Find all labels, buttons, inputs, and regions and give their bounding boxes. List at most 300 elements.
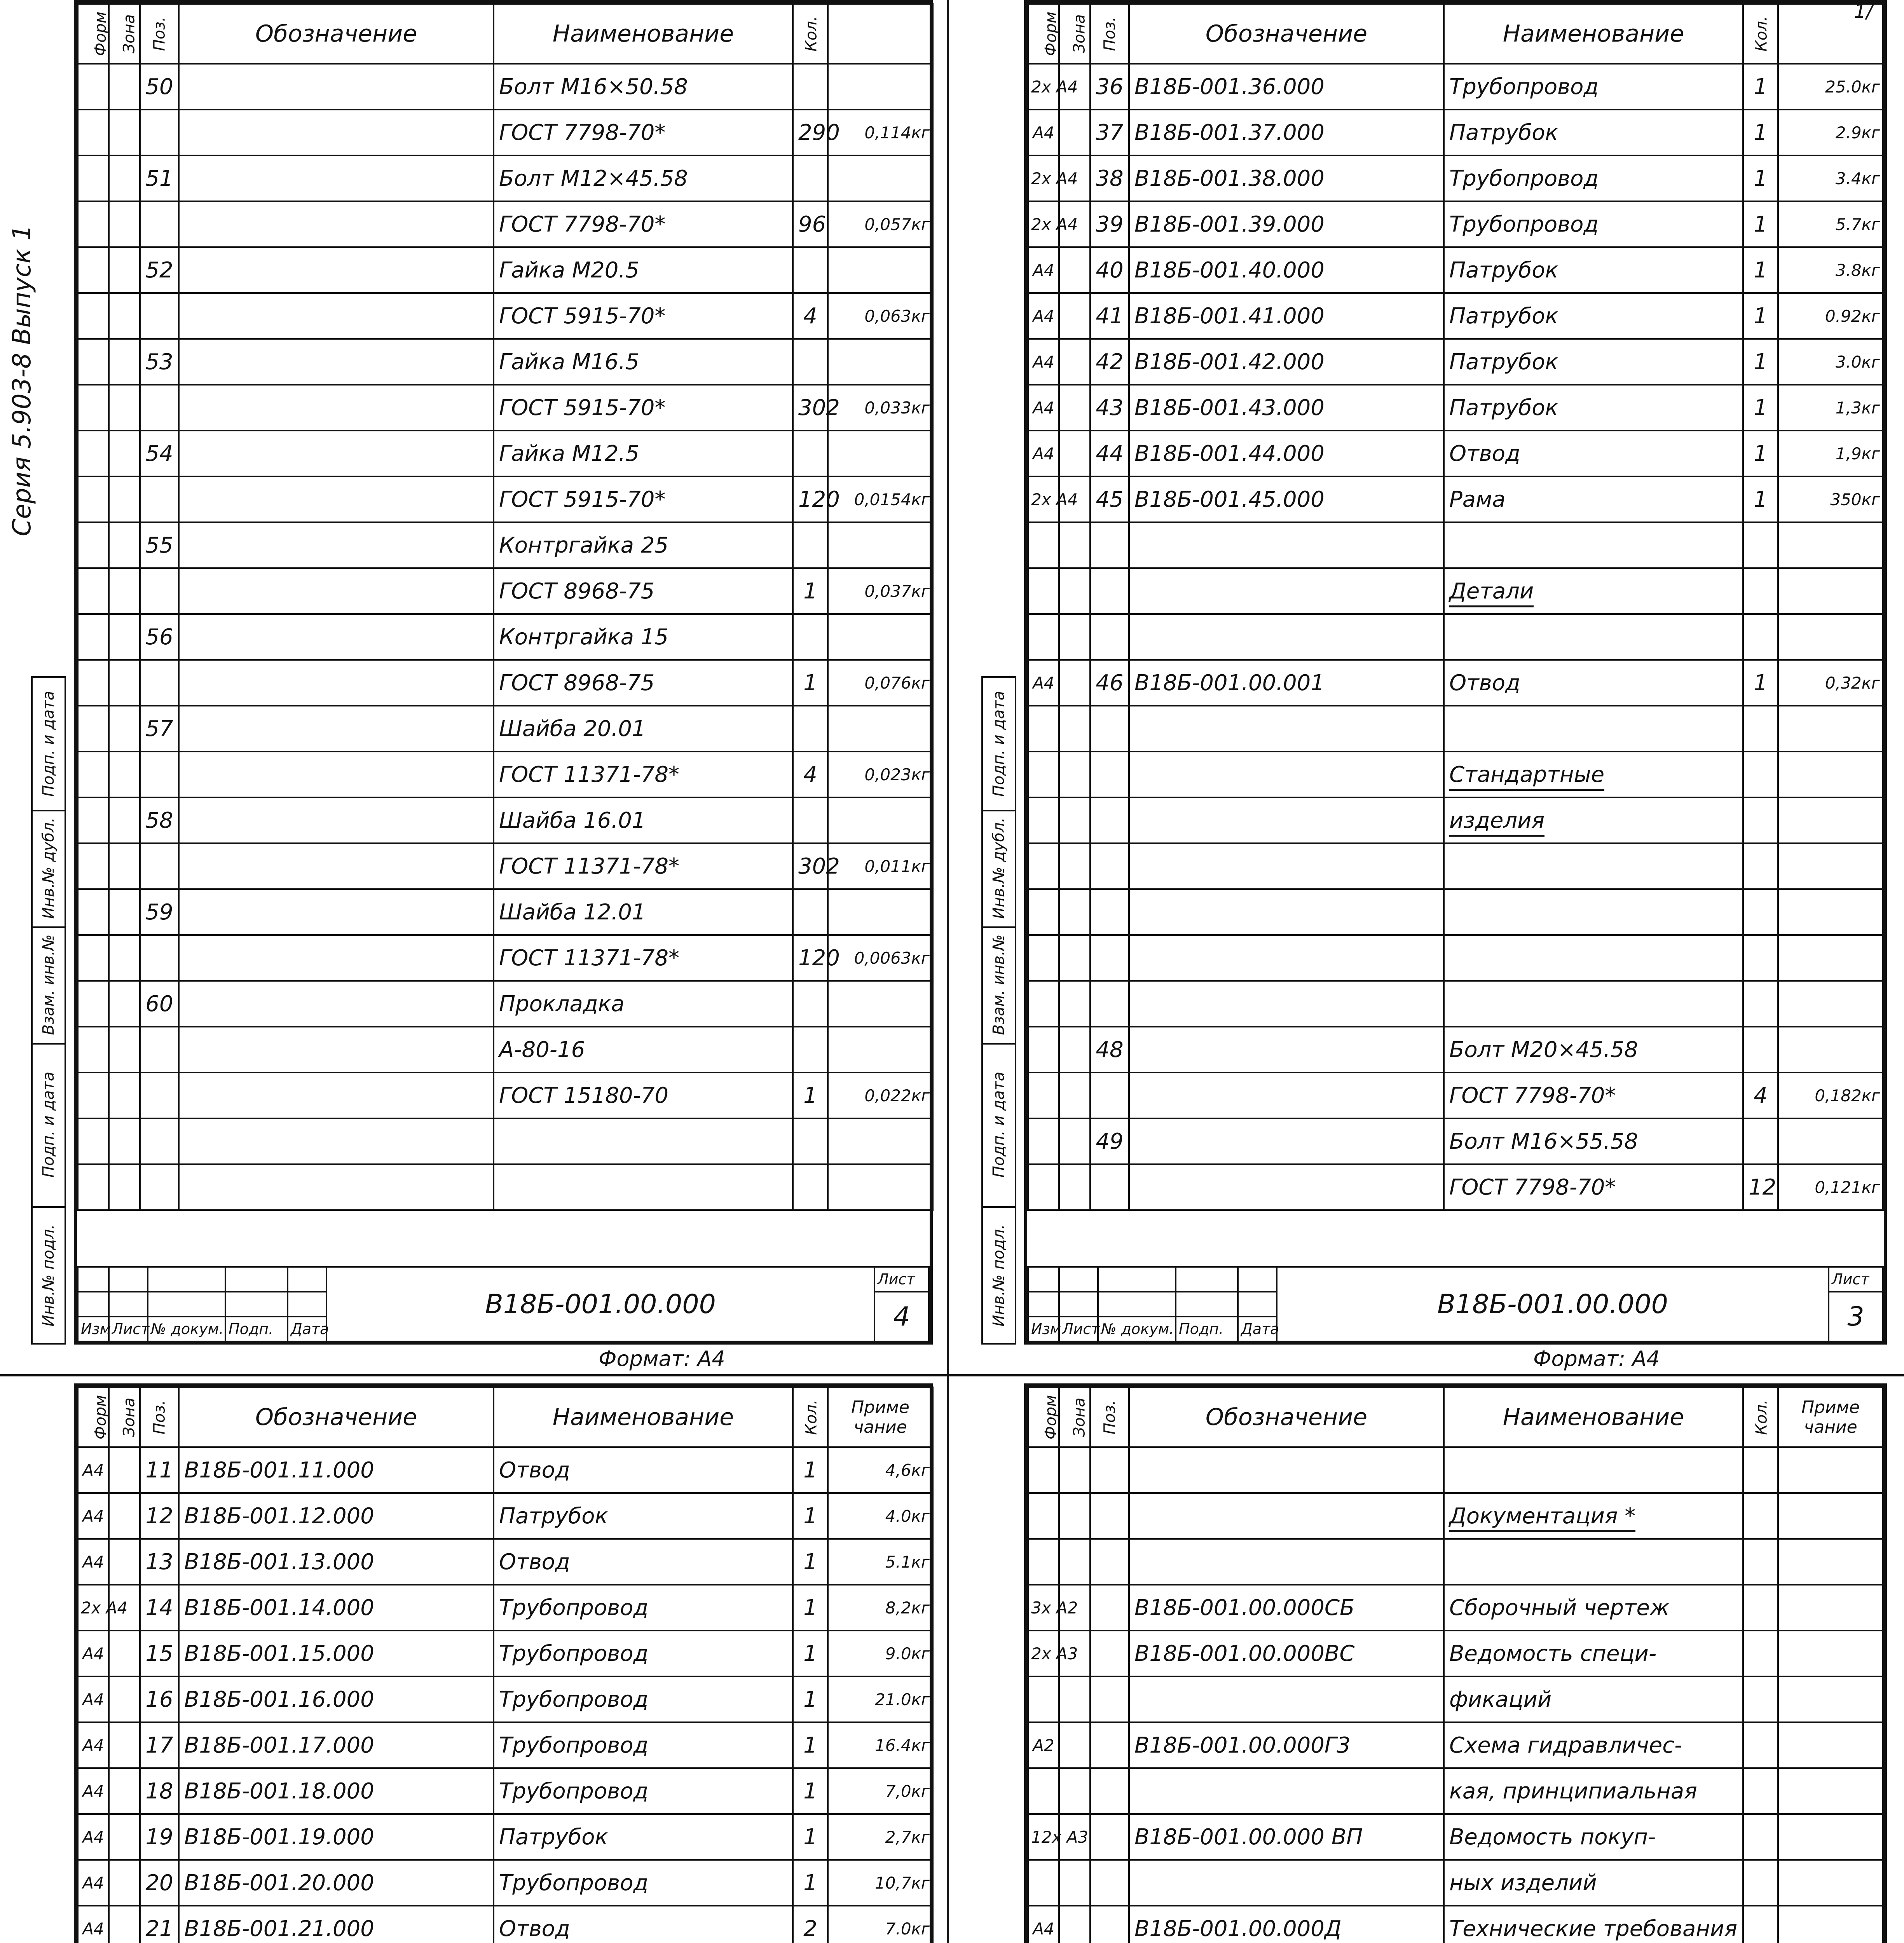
cell-qty: 1 [793,1722,828,1768]
cell-pos: 39 [1090,201,1129,247]
cell-designation: В18Б-001.42.000 [1129,339,1444,385]
cell-qty [1743,843,1778,889]
cell-designation: В18Б-001.20.000 [179,1860,494,1906]
cell-name: Патрубок [494,1814,793,1860]
cell-qty [1743,889,1778,935]
cell-format: А4 [1028,247,1059,293]
cell-format [78,1118,109,1164]
side-cell: Подп. и дата [983,678,1015,811]
cell-designation [179,110,494,155]
table-row [1028,1073,1883,1118]
table-row [1028,1027,1883,1073]
side-cell: Инв.№ дубл. [983,810,1015,928]
cell-pos [140,935,179,981]
table-row [78,385,933,431]
cell-zone [1059,706,1090,752]
cell-designation [1129,614,1444,660]
cell-note: 3.0кг [1778,339,1883,385]
cell-format: А4 [78,1768,109,1814]
frame [1024,0,1887,1345]
cell-name: Ведомость специ- [1444,1631,1743,1676]
cell-pos: 14 [140,1585,179,1631]
cell-pos: 55 [140,522,179,568]
cell-zone [1059,431,1090,476]
cell-format [78,706,109,752]
cell-name: Ведомость покуп- [1444,1814,1743,1860]
cell-qty: 290 [793,110,828,155]
cell-zone [109,339,140,385]
cell-name: Трубопровод [1444,64,1743,110]
cell-zone [109,110,140,155]
table-row [1028,1447,1883,1493]
cell-zone [109,889,140,935]
cell-format [1028,797,1059,843]
format-label: Формат: А4 [599,1346,725,1371]
cell-note [1778,889,1883,935]
cell-name: Шайба 16.01 [494,797,793,843]
cell-format [78,476,109,522]
cell-zone [1059,1073,1090,1118]
cell-pos [1090,1722,1129,1768]
cell-qty: 12 [1743,1164,1778,1210]
cell-name: Документация * [1444,1493,1743,1539]
cell-format: А4 [1028,431,1059,476]
cell-designation [179,935,494,981]
spec-table [1027,3,1884,1211]
cell-name: Отвод [1444,431,1743,476]
cell-designation [1129,752,1444,797]
table-row [1028,752,1883,797]
col-note: Приме чание [1778,1387,1883,1447]
cell-designation [1129,935,1444,981]
cell-qty: 1 [1743,660,1778,706]
spec-table [1027,1387,1884,1943]
cell-note: 3.8кг [1778,247,1883,293]
cell-format [78,110,109,155]
col-zone: Зона [109,4,140,64]
table-row [78,1585,933,1631]
cell-zone [1059,935,1090,981]
cell-pos: 58 [140,797,179,843]
col-format: Форм [78,4,109,64]
cell-format [78,568,109,614]
cell-qty: 1 [1743,64,1778,110]
table-row [78,889,933,935]
cell-name: Стандартные [1444,752,1743,797]
cell-pos [1090,522,1129,568]
cell-name: ГОСТ 8968-75 [494,568,793,614]
cell-note: 7,0кг [828,1768,933,1814]
cell-qty [793,247,828,293]
cell-qty [793,614,828,660]
cell-name: Трубопровод [494,1585,793,1631]
cell-designation [179,64,494,110]
cell-name: Технические требования [1444,1906,1743,1943]
cell-name: Трубопровод [494,1860,793,1906]
cell-note [828,614,933,660]
cell-zone [109,1073,140,1118]
cell-designation [1129,889,1444,935]
cell-designation: В18Б-001.43.000 [1129,385,1444,431]
table-row [1028,1906,1883,1943]
cell-note: 0,037кг [828,568,933,614]
cell-zone [1059,293,1090,339]
table-row [78,1814,933,1860]
side-cell: Инв.№ подл. [990,1224,1008,1327]
cell-format [78,155,109,201]
cell-pos [140,201,179,247]
col-designation: Обозначение [1129,1387,1444,1447]
cell-designation [1129,1164,1444,1210]
table-row [1028,614,1883,660]
table-row [78,1860,933,1906]
cell-pos [1090,1493,1129,1539]
side-cell: Инв.№ дубл. [33,810,65,928]
col-format: Форм [78,1387,109,1447]
table-row [78,706,933,752]
cell-zone [1059,889,1090,935]
cell-format [1028,1768,1059,1814]
cell-note: 16.4кг [828,1722,933,1768]
cell-designation: В18Б-001.00.001 [1129,660,1444,706]
series-label: Серия 5.903-8 Выпуск 1 [8,225,37,536]
cell-zone [1059,1860,1090,1906]
cell-zone [1059,339,1090,385]
cell-zone [109,1814,140,1860]
table-row [78,1676,933,1722]
cell-note [1778,935,1883,981]
col-pos: Поз. [140,4,179,64]
cell-qty: 1 [1743,385,1778,431]
table-row [78,568,933,614]
cell-designation: В18Б-001.12.000 [179,1493,494,1539]
table-row [78,1631,933,1676]
cell-note: 0,022кг [828,1073,933,1118]
cell-designation [179,155,494,201]
cell-note: 0,023кг [828,752,933,797]
cell-format [1028,1676,1059,1722]
cell-name: Сборочный чертеж [1444,1585,1743,1631]
table-row [1028,476,1883,522]
cell-note [1778,1768,1883,1814]
cell-pos [1090,797,1129,843]
cell-name: ГОСТ 5915-70* [494,385,793,431]
table-row [78,843,933,889]
cell-format: А4 [78,1631,109,1676]
cell-designation: В18Б-001.40.000 [1129,247,1444,293]
cell-name: Схема гидравличес- [1444,1722,1743,1768]
cell-format [1028,1073,1059,1118]
table-row [1028,889,1883,935]
cell-qty: 2 [793,1906,828,1943]
cell-format [1028,614,1059,660]
table-row [1028,1118,1883,1164]
cell-designation [1129,1860,1444,1906]
cell-pos: 18 [140,1768,179,1814]
cell-qty: 1 [793,1814,828,1860]
cell-pos: 54 [140,431,179,476]
cell-designation [1129,797,1444,843]
cell-name: Шайба 12.01 [494,889,793,935]
cell-qty: 1 [793,1676,828,1722]
cell-pos: 52 [140,247,179,293]
cell-qty [1743,706,1778,752]
cell-format: А4 [78,1814,109,1860]
sheet-label: Лист [1829,1267,1883,1292]
cell-zone [109,1676,140,1722]
table-row [1028,1631,1883,1676]
cell-qty [1743,1814,1778,1860]
cell-pos: 60 [140,981,179,1027]
cell-zone [1059,660,1090,706]
cell-zone [109,293,140,339]
cell-format [78,247,109,293]
cell-name: Болт М20×45.58 [1444,1027,1743,1073]
table-row [1028,660,1883,706]
cell-designation [179,1164,494,1210]
table-row [1028,797,1883,843]
table-row [1028,1814,1883,1860]
table-row [78,1027,933,1073]
cell-format [78,522,109,568]
cell-zone [109,476,140,522]
cell-name: ГОСТ 11371-78* [494,935,793,981]
cell-format [78,1073,109,1118]
cell-designation [179,1073,494,1118]
cell-designation [179,293,494,339]
cell-qty [793,706,828,752]
cell-pos [1090,706,1129,752]
cell-qty [1743,797,1778,843]
table-row [78,110,933,155]
cell-name: Патрубок [1444,339,1743,385]
table-row [1028,981,1883,1027]
cell-name: ГОСТ 7798-70* [1444,1073,1743,1118]
cell-designation [1129,843,1444,889]
side-stamp [950,1383,1018,1943]
cell-designation: В18Б-001.19.000 [179,1814,494,1860]
format-label: Формат: А4 [1533,1346,1660,1371]
cell-note: 2.9кг [1778,110,1883,155]
cell-name: Гайка М20.5 [494,247,793,293]
cell-name: ГОСТ 7798-70* [494,110,793,155]
cell-designation [179,1027,494,1073]
cell-zone [1059,1676,1090,1722]
cell-qty [793,431,828,476]
cell-format: А4 [78,1676,109,1722]
cell-designation [1129,1768,1444,1814]
table-row [1028,247,1883,293]
cell-zone [109,247,140,293]
cell-pos: 48 [1090,1027,1129,1073]
cell-note [1778,752,1883,797]
cell-designation: В18Б-001.45.000 [1129,476,1444,522]
sheet-label: Лист [874,1267,929,1292]
cell-format [1028,1164,1059,1210]
cell-name: Патрубок [1444,247,1743,293]
cell-designation [179,843,494,889]
cell-qty: 1 [1743,339,1778,385]
cell-note [1778,568,1883,614]
cell-pos: 53 [140,339,179,385]
cell-pos [140,1118,179,1164]
col-designation: Обозначение [179,4,494,64]
cell-pos [1090,843,1129,889]
cell-note [1778,1676,1883,1722]
table-row [1028,1722,1883,1768]
cell-qty [1743,1631,1778,1676]
cell-zone [1059,752,1090,797]
cell-format [1028,752,1059,797]
cell-note [1778,1585,1883,1631]
cell-pos: 41 [1090,293,1129,339]
table-row [78,1906,933,1943]
cell-pos [140,385,179,431]
cell-qty [793,1118,828,1164]
cell-name: Трубопровод [1444,201,1743,247]
cell-qty [1743,614,1778,660]
cell-note [828,1118,933,1164]
cell-format [1028,981,1059,1027]
cell-designation [1129,568,1444,614]
cell-qty: 4 [793,752,828,797]
cell-qty: 1 [1743,247,1778,293]
col-name: Наименование [1444,4,1743,64]
cell-pos [140,1073,179,1118]
spec-table [77,1387,934,1943]
cell-note: 0,076кг [828,660,933,706]
sheet-divider-vertical [947,0,949,1943]
cell-qty: 1 [793,1631,828,1676]
cell-pos [1090,614,1129,660]
cell-zone [1059,385,1090,431]
cell-note: 0,114кг [828,110,933,155]
cell-note [1778,1447,1883,1493]
cell-designation [1129,1539,1444,1585]
cell-qty: 96 [793,201,828,247]
cell-name [1444,981,1743,1027]
doc-code: В18Б-001.00.000 [1277,1267,1829,1341]
spec-table [77,3,934,1211]
cell-pos [1090,981,1129,1027]
cell-qty [1743,1027,1778,1073]
side-cell: Подп. и дата [983,1043,1015,1208]
cell-pos [1090,1164,1129,1210]
cell-name: Трубопровод [494,1722,793,1768]
cell-name: Болт М16×55.58 [1444,1118,1743,1164]
cell-zone [109,201,140,247]
cell-pos [1090,1906,1129,1943]
cell-pos: 19 [140,1814,179,1860]
table-row [78,1073,933,1118]
cell-qty [1743,1118,1778,1164]
cell-zone [109,522,140,568]
cell-pos: 49 [1090,1118,1129,1164]
cell-zone [109,1118,140,1164]
cell-note: 0,32кг [1778,660,1883,706]
cell-name: кая, принципиальная [1444,1768,1743,1814]
side-cell: Инв.№ подл. [40,1224,58,1327]
cell-note [1778,843,1883,889]
cell-name: Отвод [1444,660,1743,706]
cell-pos [1090,1447,1129,1493]
cell-zone [1059,522,1090,568]
cell-format: А4 [1028,660,1059,706]
cell-qty: 1 [793,1493,828,1539]
col-name: Наименование [1444,1387,1743,1447]
cell-pos: 46 [1090,660,1129,706]
cell-qty: 302 [793,385,828,431]
cell-format: 12x А3 [1028,1814,1059,1860]
cell-format: А4 [1028,339,1059,385]
sheet-2 [0,1383,944,1943]
table-row [78,247,933,293]
cell-qty: 1 [1743,431,1778,476]
cell-name: Трубопровод [494,1631,793,1676]
cell-format [78,660,109,706]
col-zone: Зона [109,1387,140,1447]
cell-designation [179,339,494,385]
cell-zone [1059,110,1090,155]
cell-name: Отвод [494,1906,793,1943]
cell-format [78,889,109,935]
cell-note [828,797,933,843]
cell-zone [109,1539,140,1585]
sheet-3 [950,0,1904,1372]
cell-qty [1743,935,1778,981]
table-row [78,1164,933,1210]
cell-zone [1059,1722,1090,1768]
col-designation: Обозначение [179,1387,494,1447]
cell-format: А4 [78,1906,109,1943]
table-row [1028,1676,1883,1722]
cell-qty [1743,1860,1778,1906]
cell-qty [793,155,828,201]
cell-note: 1,3кг [1778,385,1883,431]
cell-designation [179,431,494,476]
cell-note: 0,057кг [828,201,933,247]
cell-name: Патрубок [1444,110,1743,155]
cell-format [78,339,109,385]
cell-pos: 56 [140,614,179,660]
frame [74,1383,933,1943]
cell-pos: 51 [140,155,179,201]
cell-name: Трубопровод [494,1768,793,1814]
col-format: Форм [1028,1387,1059,1447]
cell-name: ГОСТ 8968-75 [494,660,793,706]
cell-pos: 57 [140,706,179,752]
cell-designation: В18Б-001.11.000 [179,1447,494,1493]
table-row [78,1118,933,1164]
cell-qty: 1 [793,1447,828,1493]
cell-name [1444,1539,1743,1585]
cell-name: Контргайка 15 [494,614,793,660]
cell-qty: 1 [1743,155,1778,201]
cell-name: фикаций [1444,1676,1743,1722]
cell-qty [1743,752,1778,797]
cell-qty [1743,522,1778,568]
table-row [1028,110,1883,155]
side-cells [981,676,1016,1345]
cell-format [78,385,109,431]
sheet-divider-horizontal [0,1374,1904,1376]
cell-name: Гайка М16.5 [494,339,793,385]
cell-zone [1059,1539,1090,1585]
cell-note: 10,7кг [828,1860,933,1906]
cell-zone [1059,1447,1090,1493]
cell-qty [793,522,828,568]
cell-qty: 120 [793,476,828,522]
